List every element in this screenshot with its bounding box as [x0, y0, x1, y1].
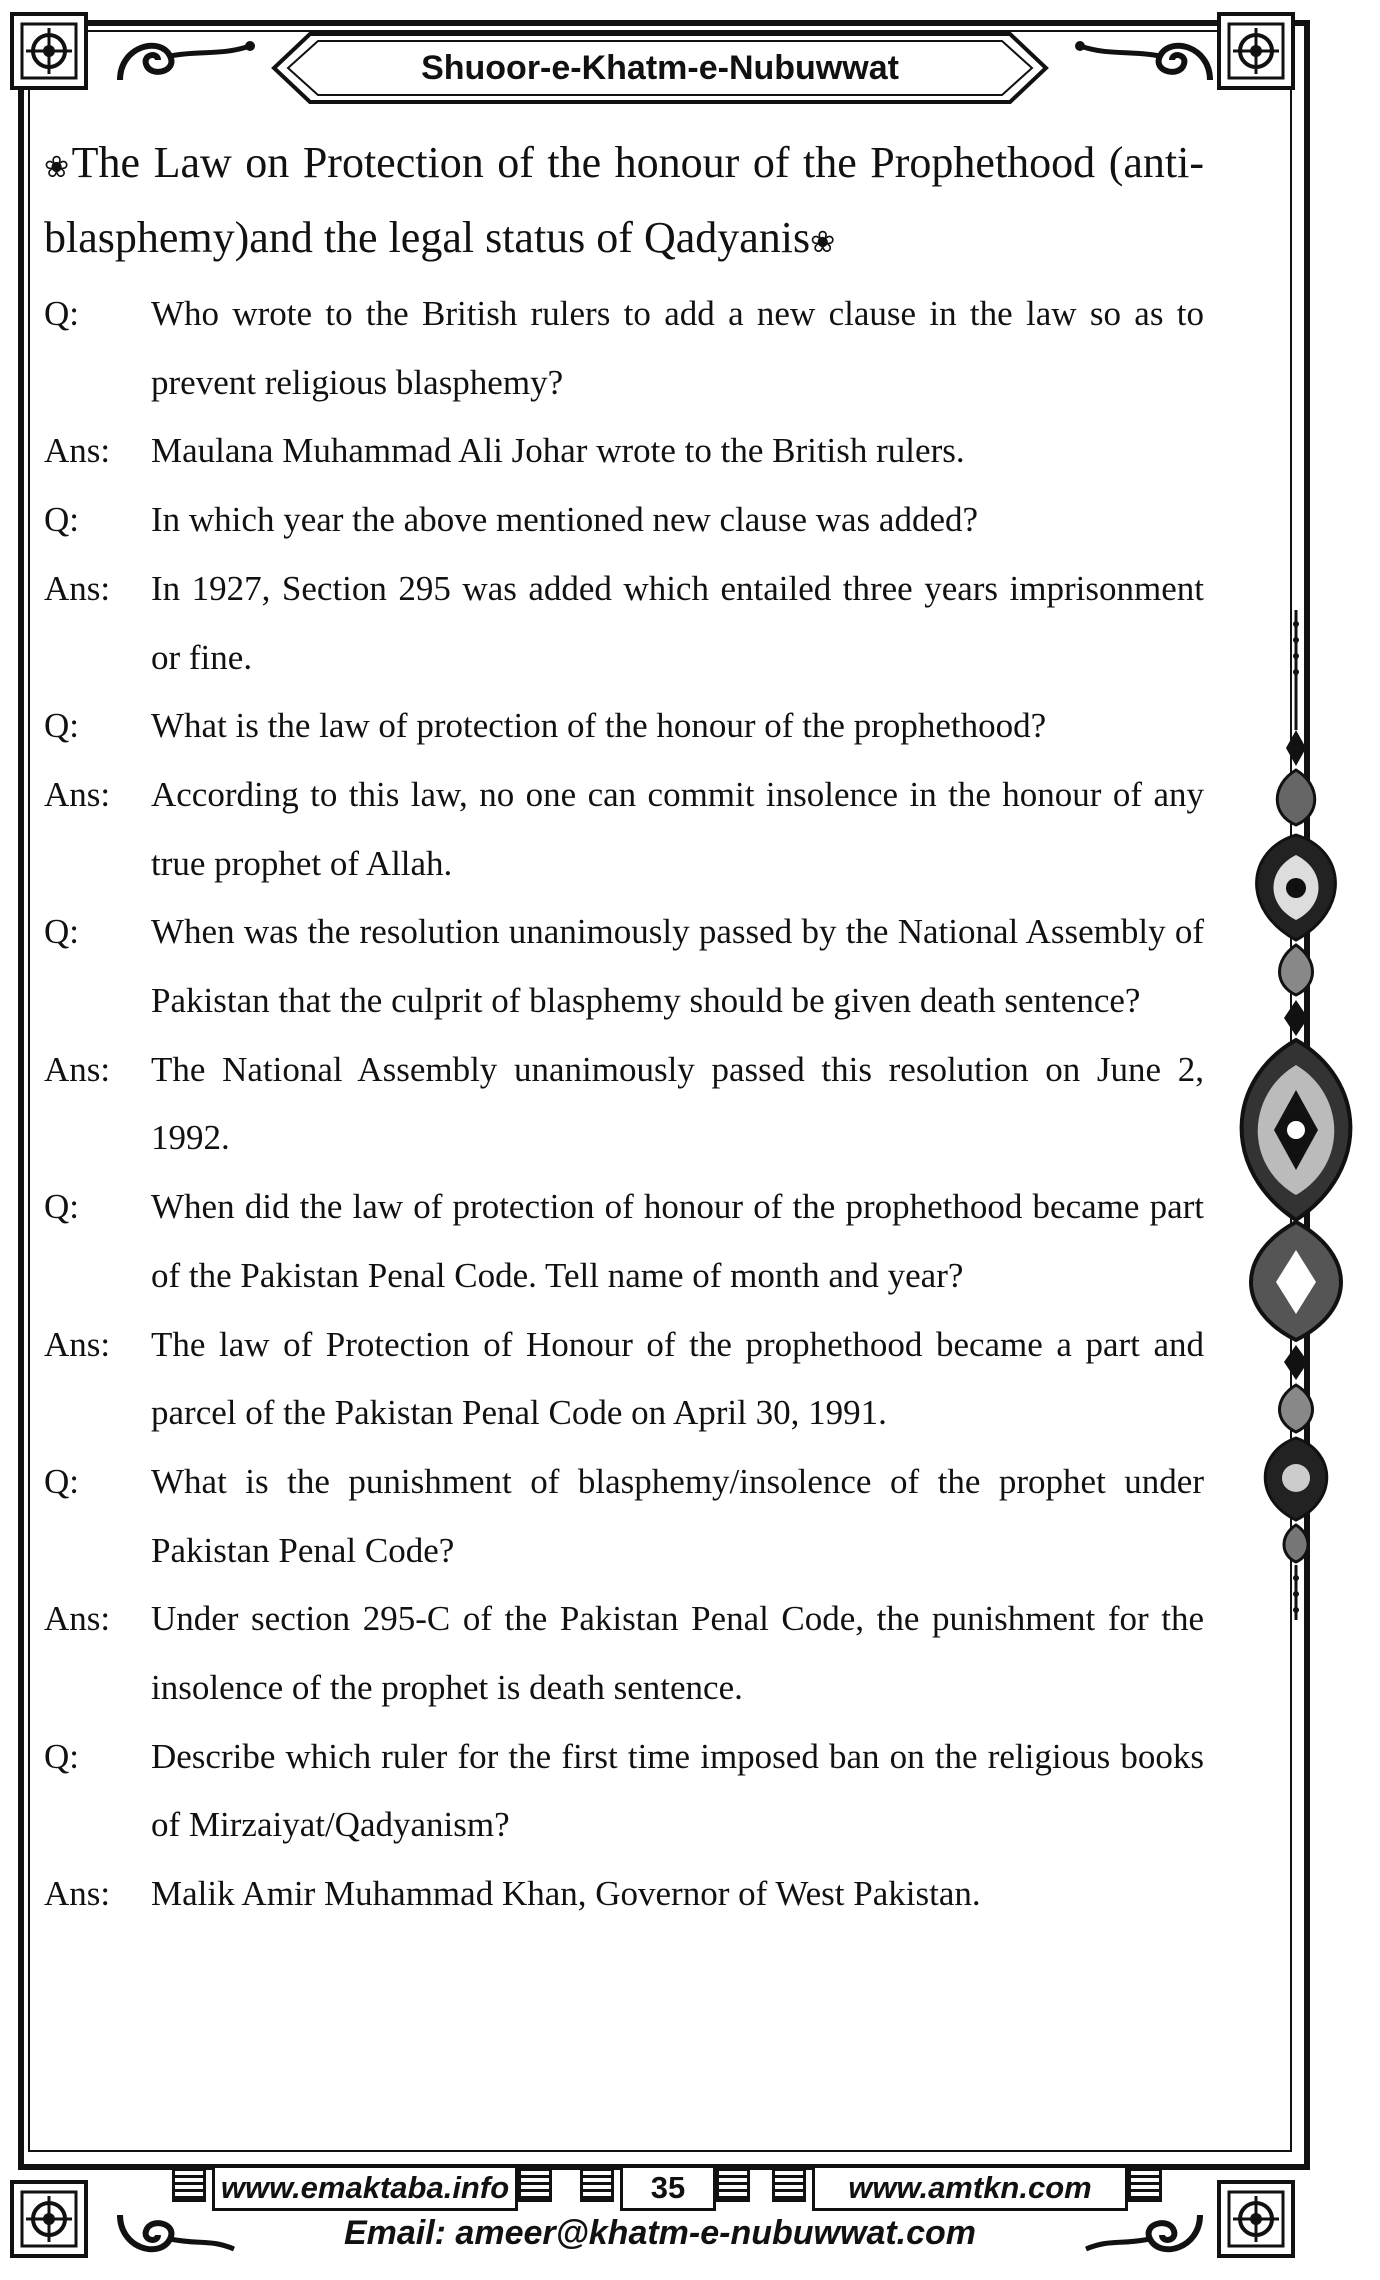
- answer-label: Ans:: [44, 774, 111, 814]
- qa-list: [44, 280, 1204, 1929]
- heading-text: The Law on Protection of the honour of the Prophethood (anti-blasphemy)and the legal status of Qadyanis: [44, 138, 1204, 262]
- footer-ornament-icon: [716, 2168, 750, 2202]
- question-text: Who wrote to the British rulers to add a new clause in the law so as to prevent religious blasphemy?: [151, 294, 1204, 402]
- question-label: Q:: [44, 1187, 79, 1227]
- footer-scroll-right: [1080, 2205, 1210, 2265]
- question-text: When was the resolution unanimously passed by the National Assembly of Pakistan that the culprit of blasphemy should be given death sentence?: [151, 912, 1204, 1021]
- answer-text: The National Assembly unanimously passed this resolution on June 2, 1992.: [151, 1049, 1204, 1158]
- footer-ornament-icon: [518, 2168, 552, 2202]
- document-body: [44, 128, 1204, 1929]
- answer-row: [44, 1860, 1204, 1929]
- answer-row: [44, 1036, 1204, 1173]
- corner-ornament-bottom-right: [1217, 2180, 1295, 2258]
- question-row: [44, 1448, 1204, 1585]
- question-row: [44, 898, 1204, 1035]
- footer-scroll-left: [110, 2205, 240, 2265]
- answer-text: The law of Protection of Honour of the prophethood became a part and parcel of the Pakistan Penal Code on April 30, 1991.: [151, 1324, 1204, 1433]
- page-number: 35: [620, 2165, 716, 2211]
- answer-row: [44, 417, 1204, 486]
- answer-label: Ans:: [44, 1324, 111, 1364]
- question-label: Q:: [44, 706, 79, 746]
- footer-ornament-icon: [1128, 2168, 1162, 2202]
- question-row: [44, 1723, 1204, 1860]
- footer-bar: [120, 2165, 1200, 2215]
- question-text: What is the law of protection of the honour of the prophethood?: [151, 706, 1047, 746]
- question-row: [44, 1173, 1204, 1310]
- scroll-ornament-left: [110, 26, 260, 90]
- contact-email[interactable]: Email: ameer@khatm-e-nubuwwat.com: [343, 2214, 977, 2252]
- section-heading: [44, 128, 1204, 278]
- corner-ornament-top-right: [1217, 12, 1295, 90]
- answer-row: [44, 761, 1204, 898]
- footer-ornament-icon: [580, 2168, 614, 2202]
- website-link-right[interactable]: www.amtkn.com: [812, 2165, 1128, 2211]
- answer-label: Ans:: [44, 1874, 111, 1914]
- question-label: Q:: [44, 500, 79, 540]
- question-label: Q:: [44, 294, 79, 333]
- side-ornament: [1226, 610, 1366, 1620]
- question-label: Q:: [44, 1461, 79, 1501]
- page-header-title: Shuoor-e-Khatm-e-Nubuwwat: [421, 48, 899, 87]
- heading-ornament-left: ❀: [44, 151, 72, 184]
- question-label: Q:: [44, 912, 79, 952]
- answer-text: In 1927, Section 295 was added which entailed three years imprisonment or fine.: [151, 568, 1204, 677]
- answer-text: Malik Amir Muhammad Khan, Governor of West Pakistan.: [151, 1874, 981, 1914]
- answer-label: Ans:: [44, 1049, 111, 1089]
- heading-ornament-right: ❀: [810, 226, 836, 259]
- answer-label: Ans:: [44, 431, 111, 471]
- corner-ornament-bottom-left: [10, 2180, 88, 2258]
- answer-text: According to this law, no one can commit insolence in the honour of any true prophet of Allah.: [151, 774, 1204, 883]
- question-row: [44, 280, 1204, 417]
- footer-ornament-icon: [772, 2168, 806, 2202]
- answer-row: [44, 1585, 1204, 1722]
- question-row: [44, 486, 1204, 555]
- question-text: Describe which ruler for the first time imposed ban on the religious books of Mirzaiyat/Qadyanism?: [151, 1736, 1204, 1845]
- question-text: What is the punishment of blasphemy/insolence of the prophet under Pakistan Penal Code?: [151, 1461, 1204, 1570]
- question-text: In which year the above mentioned new clause was added?: [151, 500, 979, 540]
- answer-label: Ans:: [44, 1599, 111, 1639]
- corner-ornament-top-left: [10, 12, 88, 90]
- question-label: Q:: [44, 1736, 79, 1776]
- answer-row: [44, 555, 1204, 692]
- answer-row: [44, 1311, 1204, 1448]
- answer-label: Ans:: [44, 568, 111, 608]
- answer-text: Under section 295-C of the Pakistan Penal Code, the punishment for the insolence of the prophet is death sentence.: [151, 1599, 1204, 1708]
- question-row: [44, 692, 1204, 761]
- website-link-left[interactable]: www.emaktaba.info: [212, 2165, 518, 2211]
- footer-ornament-icon: [172, 2168, 206, 2202]
- question-text: When did the law of protection of honour of the prophethood became part of the Pakistan Penal Code. Tell name of month and year?: [151, 1187, 1204, 1295]
- scroll-ornament-right: [1070, 26, 1220, 90]
- answer-text: Maulana Muhammad Ali Johar wrote to the British rulers.: [151, 431, 965, 471]
